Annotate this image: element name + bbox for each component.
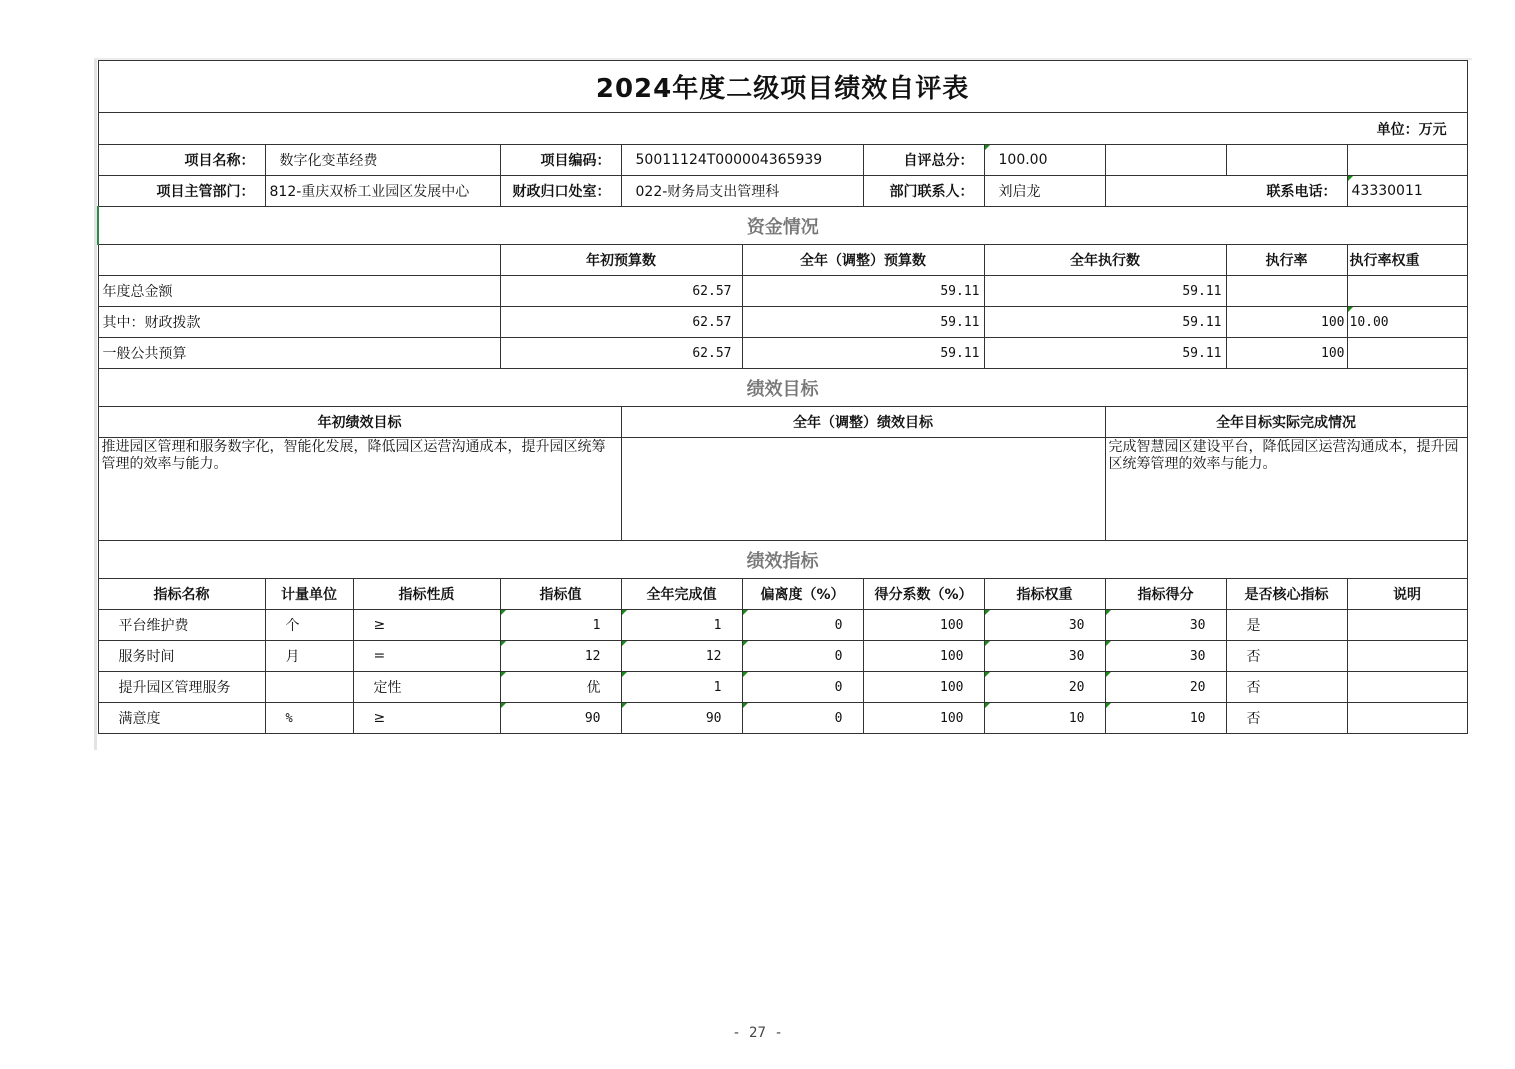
ind-target: 优: [500, 672, 621, 703]
funds-adjusted: 59.11: [742, 307, 984, 338]
phone-value: 43330011: [1347, 176, 1467, 207]
funds-executed: 59.11: [984, 338, 1226, 369]
dept-label: 项目主管部门：: [98, 176, 265, 207]
dept-value: 812-重庆双桥工业园区发展中心: [265, 176, 500, 207]
funds-executed: 59.11: [984, 276, 1226, 307]
funds-header-weight: 执行率权重: [1347, 245, 1467, 276]
ind-header-target: 指标值: [500, 579, 621, 610]
ind-nature: 定性: [353, 672, 500, 703]
ind-coef: 100: [863, 672, 984, 703]
ind-coef: 100: [863, 703, 984, 734]
ind-name: 提升园区管理服务: [98, 672, 265, 703]
ind-weight: 30: [984, 610, 1105, 641]
ind-core: 否: [1226, 641, 1347, 672]
funds-executed: 59.11: [984, 307, 1226, 338]
ind-header-weight: 指标权重: [984, 579, 1105, 610]
ind-actual: 1: [621, 610, 742, 641]
ind-score: 20: [1105, 672, 1226, 703]
ind-score: 30: [1105, 641, 1226, 672]
empty-cell: [1105, 145, 1226, 176]
ind-target: 12: [500, 641, 621, 672]
funds-initial: 62.57: [500, 338, 742, 369]
funds-rate: 100: [1226, 338, 1347, 369]
ind-header-deviation: 偏离度（%）: [742, 579, 863, 610]
ind-nature: =: [353, 641, 500, 672]
ind-weight: 20: [984, 672, 1105, 703]
funds-header-executed: 全年执行数: [984, 245, 1226, 276]
page-title: 2024年度二级项目绩效自评表: [98, 61, 1467, 113]
project-code-label: 项目编码：: [500, 145, 621, 176]
funds-rate: [1226, 276, 1347, 307]
goal-initial-text: 推进园区管理和服务数字化，智能化发展，降低园区运营沟通成本，提升园区统筹管理的效率与能力。: [98, 438, 621, 541]
self-score-label: 自评总分：: [863, 145, 984, 176]
ind-weight: 30: [984, 641, 1105, 672]
funds-weight: [1347, 276, 1467, 307]
ind-deviation: 0: [742, 641, 863, 672]
ind-header-nature: 指标性质: [353, 579, 500, 610]
ind-note: [1347, 641, 1467, 672]
finance-office-label: 财政归口处室：: [500, 176, 621, 207]
ind-actual: 1: [621, 672, 742, 703]
funds-initial: 62.57: [500, 276, 742, 307]
goals-header-initial: 年初绩效目标: [98, 407, 621, 438]
ind-header-core: 是否核心指标: [1226, 579, 1347, 610]
ind-name: 服务时间: [98, 641, 265, 672]
ind-deviation: 0: [742, 672, 863, 703]
indicator-row: [98, 672, 1467, 703]
goals-header-adjusted: 全年（调整）绩效目标: [621, 407, 1105, 438]
ind-target: 1: [500, 610, 621, 641]
ind-unit: [265, 672, 353, 703]
finance-office-value: 022-财务局支出管理科: [621, 176, 863, 207]
funds-adjusted: 59.11: [742, 276, 984, 307]
funds-header-rate: 执行率: [1226, 245, 1347, 276]
ind-header-unit: 计量单位: [265, 579, 353, 610]
funds-row-label: 一般公共预算: [98, 338, 500, 369]
ind-deviation: 0: [742, 610, 863, 641]
ind-nature: ≥: [353, 703, 500, 734]
goals-header-actual: 全年目标实际完成情况: [1105, 407, 1467, 438]
ind-header-name: 指标名称: [98, 579, 265, 610]
funds-header-blank: [98, 245, 500, 276]
page-number: - 27 -: [732, 1025, 783, 1041]
ind-score: 10: [1105, 703, 1226, 734]
ind-nature: ≥: [353, 610, 500, 641]
indicator-row: [98, 641, 1467, 672]
ind-header-coef: 得分系数（%）: [863, 579, 984, 610]
indicator-row: [98, 610, 1467, 641]
evaluation-table: [97, 60, 1468, 734]
ind-core: 是: [1226, 610, 1347, 641]
funds-adjusted: 59.11: [742, 338, 984, 369]
ind-deviation: 0: [742, 703, 863, 734]
project-code-value: 50011124T000004365939: [621, 145, 863, 176]
ind-name: 满意度: [98, 703, 265, 734]
ind-header-note: 说明: [1347, 579, 1467, 610]
contact-label: 部门联系人：: [863, 176, 984, 207]
project-name-label: 项目名称：: [98, 145, 265, 176]
ind-actual: 12: [621, 641, 742, 672]
ind-core: 否: [1226, 703, 1347, 734]
goal-adjusted-text: [621, 438, 1105, 541]
indicator-row: [98, 703, 1467, 734]
ind-unit: 月: [265, 641, 353, 672]
unit-label: 单位：万元: [98, 113, 1467, 145]
funds-weight: [1347, 338, 1467, 369]
ind-unit: %: [265, 703, 353, 734]
funds-row-label: 其中：财政拨款: [98, 307, 500, 338]
funds-row: [98, 338, 1467, 369]
self-score-value: 100.00: [984, 145, 1105, 176]
evaluation-sheet: [97, 60, 1466, 734]
funds-row-label: 年度总金额: [98, 276, 500, 307]
goal-actual-text: 完成智慧园区建设平台，降低园区运营沟通成本，提升园区统筹管理的效率与能力。: [1105, 438, 1467, 541]
indicators-section-title: 绩效指标: [98, 541, 1467, 579]
ind-core: 否: [1226, 672, 1347, 703]
funds-header-initial: 年初预算数: [500, 245, 742, 276]
funds-initial: 62.57: [500, 307, 742, 338]
funds-rate: 100: [1226, 307, 1347, 338]
empty-cell: [1226, 145, 1347, 176]
ind-coef: 100: [863, 641, 984, 672]
ind-score: 30: [1105, 610, 1226, 641]
phone-label: 联系电话：: [1105, 176, 1347, 207]
contact-value: 刘启龙: [984, 176, 1105, 207]
ind-header-actual: 全年完成值: [621, 579, 742, 610]
funds-header-adjusted: 全年（调整）预算数: [742, 245, 984, 276]
ind-unit: 个: [265, 610, 353, 641]
ind-coef: 100: [863, 610, 984, 641]
project-name-value: 数字化变革经费: [265, 145, 500, 176]
empty-cell: [1347, 145, 1467, 176]
ind-actual: 90: [621, 703, 742, 734]
funds-weight: 10.00: [1347, 307, 1467, 338]
ind-target: 90: [500, 703, 621, 734]
ind-note: [1347, 703, 1467, 734]
funds-row: [98, 276, 1467, 307]
ind-note: [1347, 610, 1467, 641]
ind-header-score: 指标得分: [1105, 579, 1226, 610]
ind-weight: 10: [984, 703, 1105, 734]
ind-name: 平台维护费: [98, 610, 265, 641]
funds-section-title: 资金情况: [98, 207, 1467, 245]
goals-section-title: 绩效目标: [98, 369, 1467, 407]
ind-note: [1347, 672, 1467, 703]
funds-row: [98, 307, 1467, 338]
